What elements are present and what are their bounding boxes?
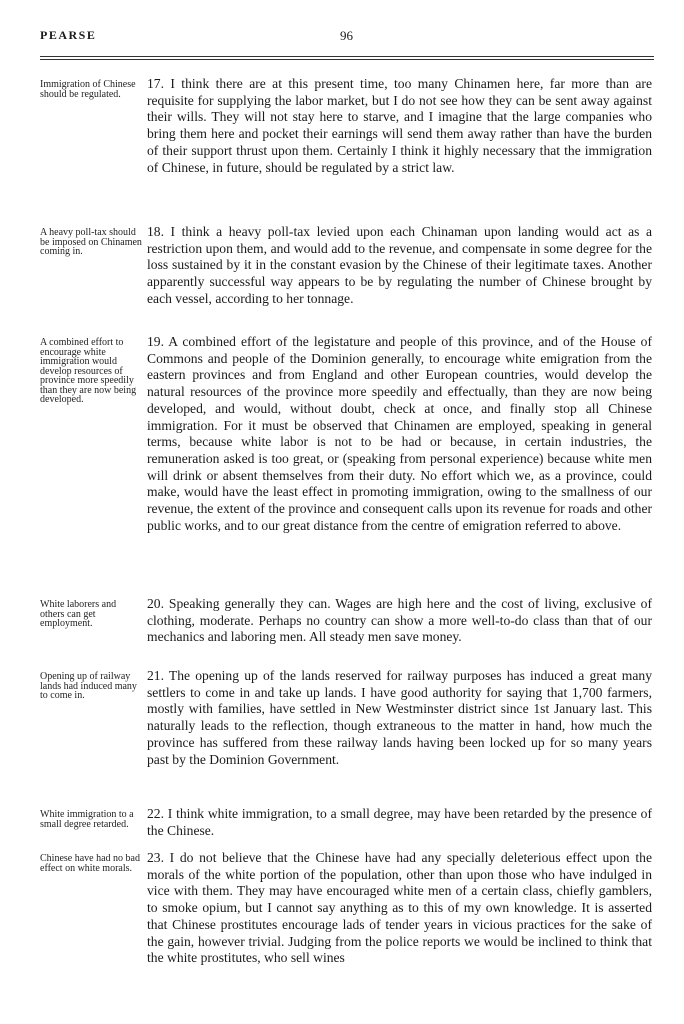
margin-note: White immigration to a small degree retarded.	[40, 809, 134, 830]
margin-note: Opening up of railway lands had induced many to come in.	[40, 671, 137, 701]
paragraph-text: 17. I think there are at this present time, too many Chinamen here, far more than are requisite for supplying the labor market, but I do not see how they can be sent away against their wills. They will not stay here to starve, and I imagine that the large companies who bring them here and pocket their earnings will send them away rather than have the burden of their support thrust upon them. Certainly I think it highly necessary that the immigration of Chinese, in future, should be regulated by a strict law.	[147, 76, 652, 175]
page-header	[40, 28, 654, 50]
header-rule-bottom	[40, 59, 654, 60]
paragraph-text: 18. I think a heavy poll-tax levied upon each Chinaman upon landing would act as a restriction upon them, and would add to the revenue, and compensate in some degree for the loss sustained by it in the constant evasion by the Chinese of their legitimate taxes. Another apparently successful way appears to be by regulating the number of Chinese brought by each vessel, according to her tonnage.	[147, 224, 652, 306]
paragraph-text: 20. Speaking generally they can. Wages are high here and the cost of living, exclusive of clothing, moderate. Perhaps no country can show a more well-to-do class than that of our mechanics and laboring men. All steady men save money.	[147, 596, 652, 645]
paragraph-text: 21. The opening up of the lands reserved for railway purposes has induced a great many settlers to come in and take up lands. I have good authority for saying that 1,700 farmers, mostly with families, have settled in New Westminster district since 1st January last. This naturally leads to the reflection, though extraneous to the matter in hand, how much the province has suffered from these railway lands having been locked up for so many years past by the Dominion Government.	[147, 668, 652, 767]
page-number: 96	[340, 28, 353, 43]
margin-note: White laborers and others can get employment.	[40, 599, 117, 629]
header-rule-top	[40, 56, 654, 57]
paragraph-text: 22. I think white immigration, to a small degree, may have been retarded by the presence of the Chinese.	[147, 806, 652, 838]
paragraph-text: 23. I do not believe that the Chinese have had any specially deleterious effect upon the morals of the white portion of the population, other than upon those who have indulged in vice with them. They may have encouraged white men of a certain class, chiefly gamblers, to smoke opium, but I cannot say anything as to this of my own knowledge. It is asserted that Chinese prostitutes encourage lads of tender years in vicious practices for the sake of the gain, however trivial. Judging from the police reports we would be inclined to think that the white prostitutes, who sell wines	[147, 850, 652, 966]
paragraph-text: 19. A combined effort of the legistature and people of this province, and of the House of Commons and people of the Dominion generally, to encourage white emigration from the eastern provinces and from England and other European countries, would develop the natural resources of the province more speedily and effectually, than they are now being developed, and would, without doubt, check at once, and finally stop all Chinese immigration. For it must be observed that Chinamen are employed, speaking in general terms, because white labor is not to be had or because, in certain industries, the remuneration asked is too great, or (speaking from personal experience) because white men will drink or absent themselves from their duty. No effort which we, as a province, could make, would have the least effect in promoting immigration, owing to the smallness of our revenue, the extent of the province and consequent calls upon its revenue for roads and other public works, and to our great distance from the centre of emigration referred to above.	[147, 334, 652, 533]
margin-note: Chinese have had no bad effect on white morals.	[40, 853, 140, 874]
running-head: PEARSE	[40, 28, 97, 42]
margin-note: A heavy poll-tax should be imposed on Chinamen coming in.	[40, 227, 142, 257]
margin-note: A combined effort to encourage white immigration would develop resources of province more speedily than they are now being developed.	[40, 337, 137, 405]
margin-note: Immigration of Chinese should be regulated.	[40, 79, 136, 100]
